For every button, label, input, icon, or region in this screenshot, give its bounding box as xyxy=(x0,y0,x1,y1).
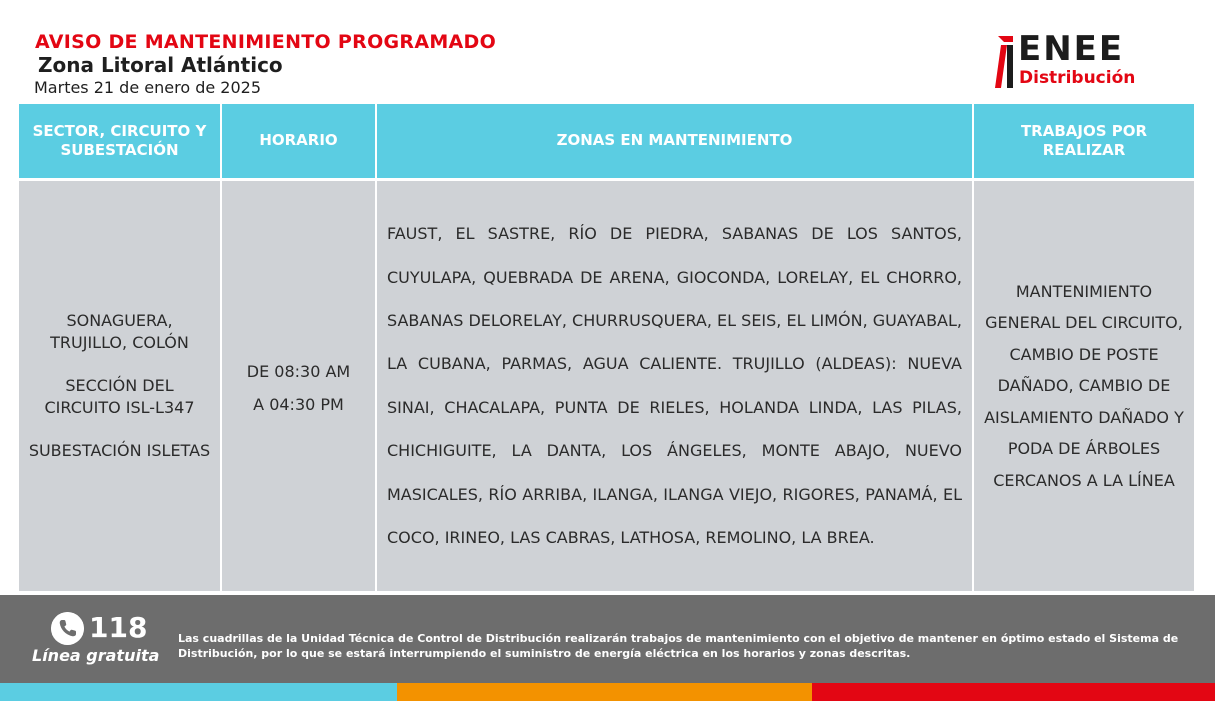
header-zones: ZONAS EN MANTENIMIENTO xyxy=(376,104,973,179)
hours-to: A 04:30 PM xyxy=(253,394,344,414)
table-header-row xyxy=(19,104,1194,179)
sector-cell xyxy=(19,179,221,591)
footer-bar-cyan xyxy=(0,683,397,701)
hours-cell xyxy=(221,179,376,591)
table-row xyxy=(19,179,1194,591)
hotline-label: Línea gratuita xyxy=(32,646,160,665)
page-footer xyxy=(0,595,1215,683)
phone-icon xyxy=(51,612,84,645)
page-header xyxy=(0,0,1215,104)
zone-title: Zona Litoral Atlántico xyxy=(38,53,283,77)
circuit-section: SECCIÓN DEL CIRCUITO ISL-L347 xyxy=(44,375,195,417)
phone-number: 118 xyxy=(89,611,148,644)
notice-date: Martes 21 de enero de 2025 xyxy=(34,78,261,97)
header-hours: HORARIO xyxy=(221,104,376,179)
zones-cell: FAUST, EL SASTRE, RÍO DE PIEDRA, SABANAS DE LOS SANTOS, CUYULAPA, QUEBRADA DE ARENA, GIOCONDA, LORELAY, EL CHORRO, SABANAS DELORELAY, CHURRUSQUERA, EL SEIS, EL LIMÓN, GUAYABAL, LA CUBANA, PARMAS, AGUA CALIENTE. TRUJILLO (ALDEAS): NUEVA SINAI, CHACALAPA, PUNTA DE RIELES, HOLANDA LINDA, LAS PILAS, CHICHIGUITE, LA DANTA, LOS ÁNGELES, MONTE ABAJO, NUEVO MASICALES, RÍO ARRIBA, ILANGA, ILANGA VIEJO, RIGORES, PANAMÁ, EL COCO, IRINEO, LAS CABRAS, LATHOSA, REMOLINO, LA BREA. xyxy=(376,179,973,591)
footer-notice-text: Las cuadrillas de la Unidad Técnica de Control de Distribución realizarán trabajos de mantenimiento con el objetivo de mantener en óptimo estado el Sistema de Distribución, por lo que se estará interrumpiendo el suministro de energía eléctrica en los horarios y zonas descritas. xyxy=(178,632,1179,660)
enee-logo xyxy=(995,29,1170,94)
logo-subtitle: Distribución xyxy=(1019,68,1136,88)
header-sector: SECTOR, CIRCUITO Y SUBESTACIÓN xyxy=(19,104,221,179)
hours-from: DE 08:30 AM xyxy=(246,361,351,381)
logo-brand: ENEE xyxy=(1018,29,1125,69)
substation: SUBESTACIÓN ISLETAS xyxy=(28,440,211,460)
footer-bar-orange xyxy=(397,683,812,701)
header-works: TRABAJOS POR REALIZAR xyxy=(973,104,1194,179)
enee-mark-icon xyxy=(995,36,1013,88)
maintenance-table xyxy=(19,104,1194,591)
footer-bar-red xyxy=(812,683,1215,701)
works-cell: MANTENIMIENTO GENERAL DEL CIRCUITO, CAMBIO DE POSTE DAÑADO, CAMBIO DE AISLAMIENTO DAÑADO Y PODA DE ÁRBOLES CERCANOS A LA LÍNEA xyxy=(973,179,1194,591)
notice-title: AVISO DE MANTENIMIENTO PROGRAMADO xyxy=(35,31,497,53)
sector-location: SONAGUERA, TRUJILLO, COLÓN xyxy=(50,310,189,352)
